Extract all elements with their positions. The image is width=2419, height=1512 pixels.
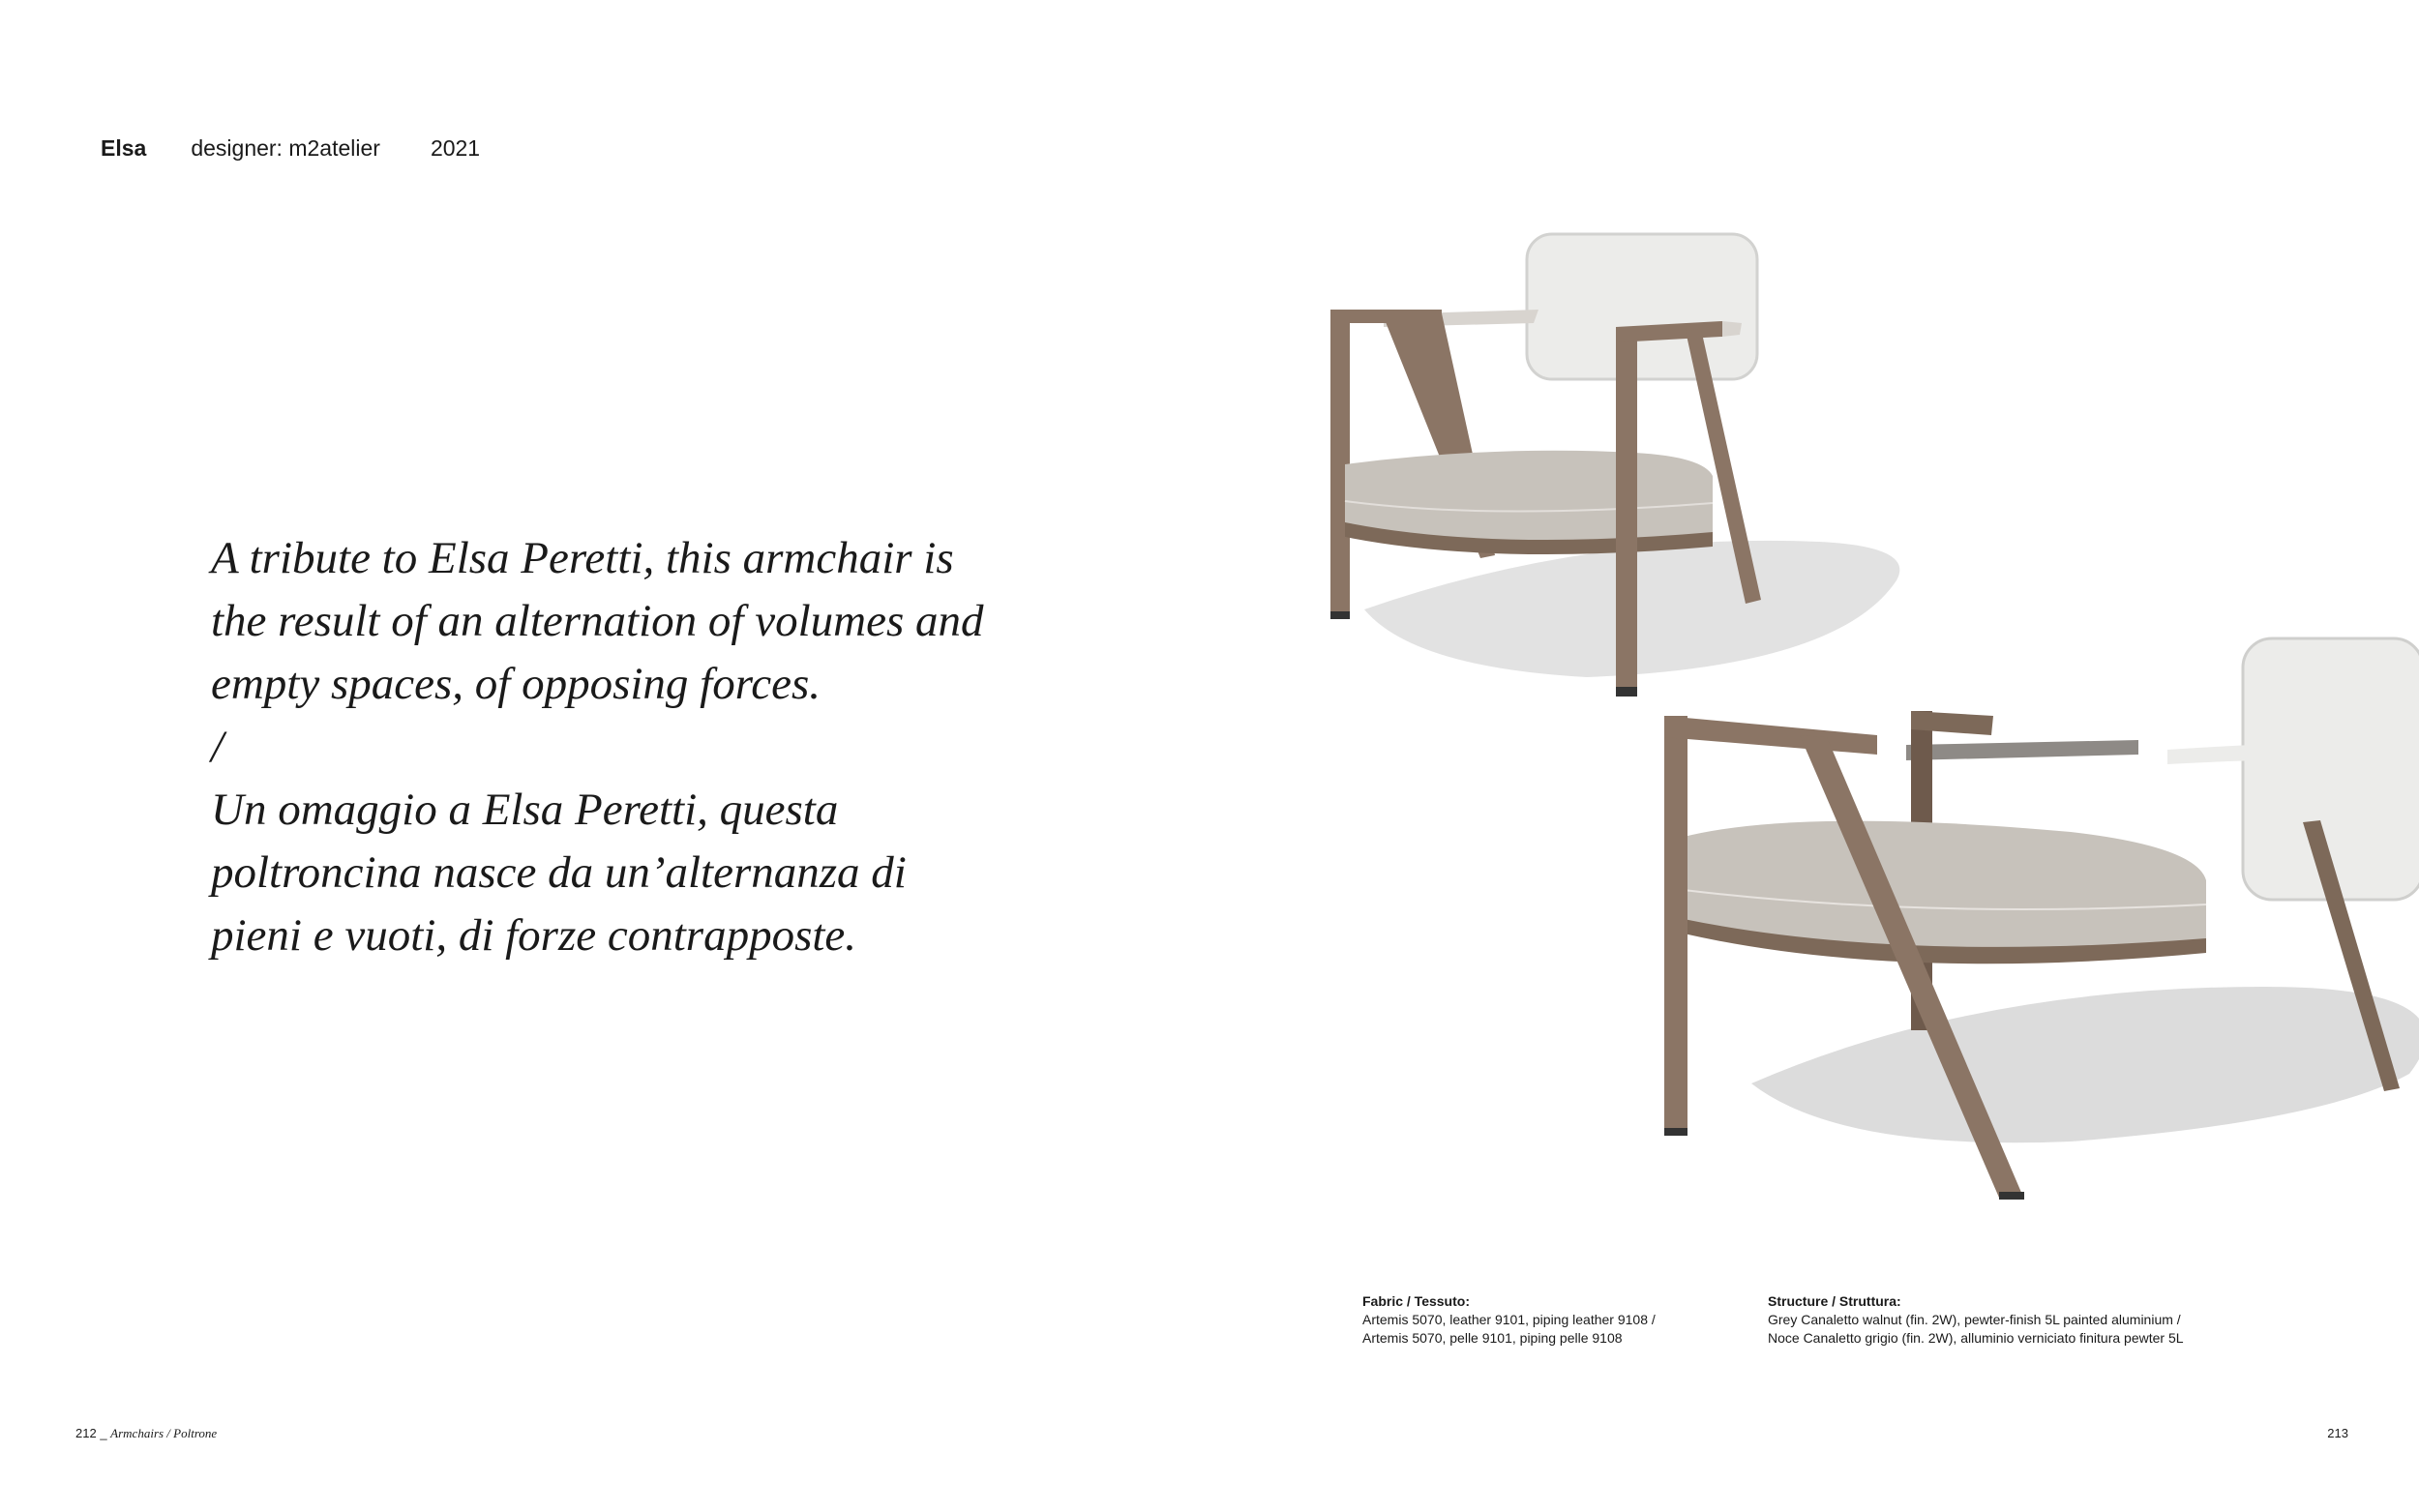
fabric-title: Fabric / Tessuto: xyxy=(1362,1293,1470,1309)
structure-specification xyxy=(1768,1292,2184,1348)
armchairs-product-photo xyxy=(1297,213,2419,1200)
structure-line: Grey Canaletto walnut (fin. 2W), pewter-finish 5L painted aluminium / xyxy=(1768,1312,2181,1327)
product-header xyxy=(101,135,480,162)
armchair-front-view xyxy=(1330,234,1899,697)
structure-line: Noce Canaletto grigio (fin. 2W), alluminio verniciato finitura pewter 5L xyxy=(1768,1330,2184,1346)
product-name: Elsa xyxy=(101,135,147,161)
description-separator: / xyxy=(211,722,224,772)
product-year: 2021 xyxy=(430,135,481,161)
structure-title: Structure / Struttura: xyxy=(1768,1293,1901,1309)
left-page-number: 212 xyxy=(75,1426,97,1440)
description-line: the result of an alternation of volumes and xyxy=(211,596,984,646)
description-line-italian: Un omaggio a Elsa Peretti, questa xyxy=(211,785,839,835)
fabric-line: Artemis 5070, leather 9101, piping leather 9108 / xyxy=(1362,1312,1656,1327)
description-line-italian: poltroncina nasce da un’alternanza di xyxy=(211,847,907,898)
description-line: A tribute to Elsa Peretti, this armchair is xyxy=(211,533,954,583)
designer-credit: designer: m2atelier xyxy=(191,135,380,161)
fabric-specification xyxy=(1362,1292,1656,1348)
armchair-side-view xyxy=(1664,638,2419,1200)
description-line-italian: pieni e vuoti, di forze contrapposte. xyxy=(211,910,857,961)
left-page-footer xyxy=(75,1426,217,1441)
product-description xyxy=(211,527,1082,967)
right-page-number: 213 xyxy=(2327,1426,2348,1440)
description-line: empty spaces, of opposing forces. xyxy=(211,659,821,709)
section-name: Armchairs / Poltrone xyxy=(110,1426,218,1440)
fabric-line: Artemis 5070, pelle 9101, piping pelle 9108 xyxy=(1362,1330,1623,1346)
footer-separator: _ xyxy=(96,1426,111,1440)
